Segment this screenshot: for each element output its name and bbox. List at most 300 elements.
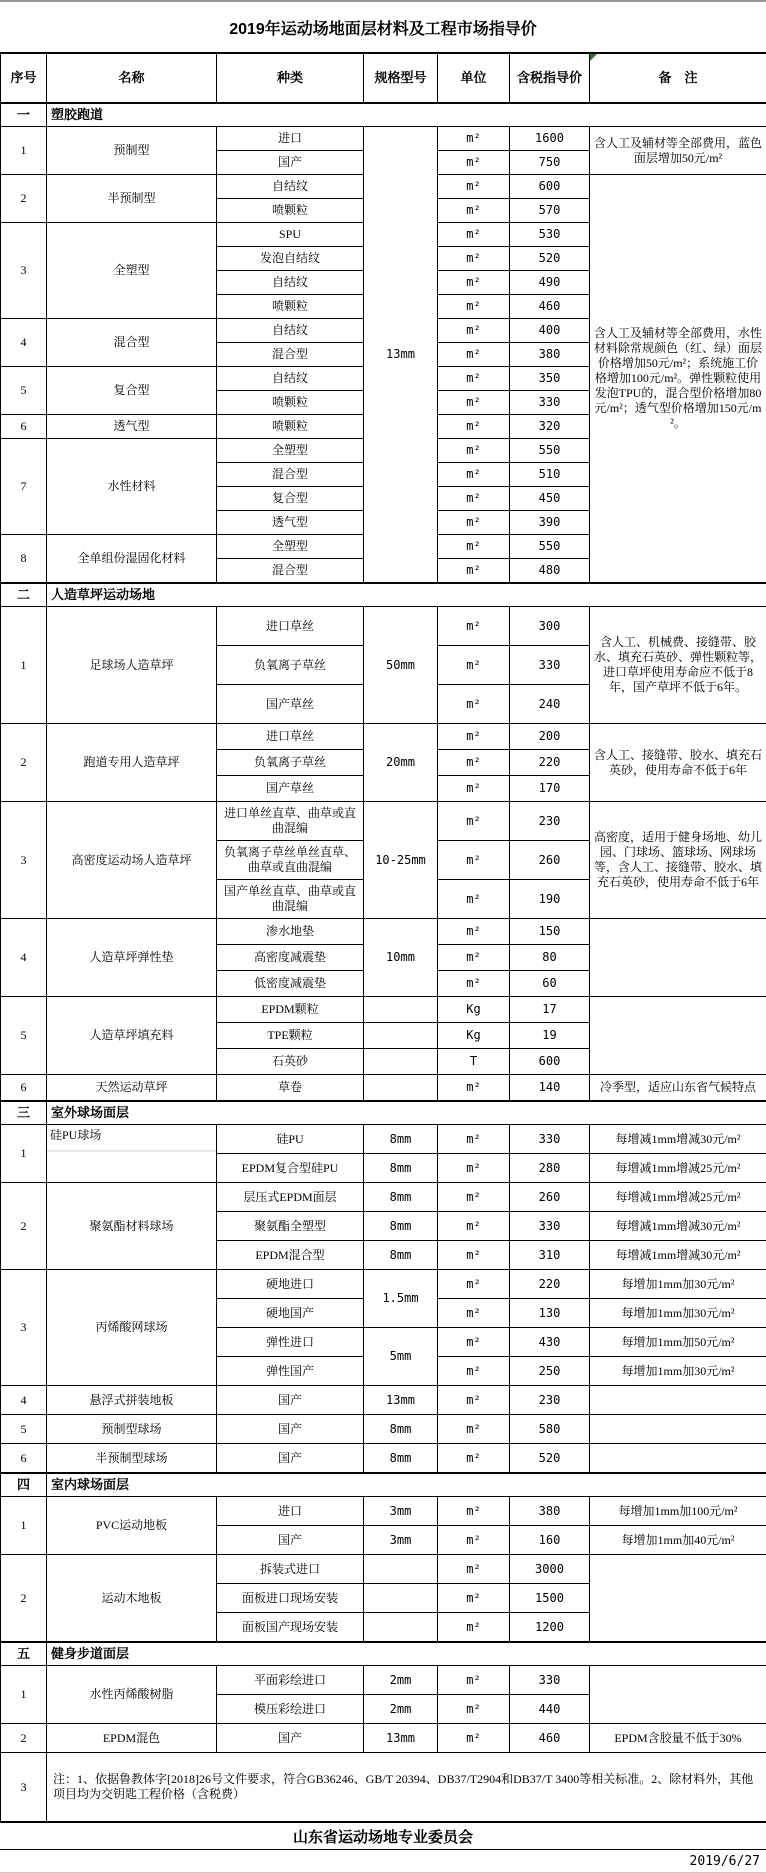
cell-spec: 13mm (364, 1724, 438, 1753)
cell-type: 发泡自结纹 (217, 247, 364, 271)
cell-spec: 5mm (364, 1328, 438, 1386)
cell-unit: m² (438, 685, 510, 724)
cell-name: 半预制型 (47, 175, 217, 223)
cell-price: 160 (510, 1526, 590, 1555)
cell-remark: 每增加1mm加100元/m² (590, 1497, 766, 1526)
table-row (1, 1444, 766, 1474)
cell-unit: m² (438, 1526, 510, 1555)
cell-price: 260 (510, 841, 590, 880)
cell-serial: 1 (1, 1666, 47, 1724)
cell-serial: 8 (1, 535, 47, 584)
table-row (1, 1415, 766, 1444)
cell-type: 混合型 (217, 559, 364, 584)
header-cell-name: 名称 (47, 53, 217, 103)
cell-remark (590, 1444, 766, 1474)
cell-serial: 6 (1, 1444, 47, 1474)
cell-price: 330 (510, 1666, 590, 1695)
cell-unit: m² (438, 1357, 510, 1386)
cell-type: 透气型 (217, 511, 364, 535)
cell-unit: m² (438, 1212, 510, 1241)
cell-remark: 含人工及辅材等全部费用，蓝色面层增加50元/m² (590, 127, 766, 175)
cell-type: 渗水地垫 (217, 919, 364, 945)
cell-serial: 4 (1, 319, 47, 367)
section-number: 五 (1, 1642, 47, 1666)
cell-spec: 10mm (364, 919, 438, 997)
cell-unit: m² (438, 463, 510, 487)
table-row (1, 724, 766, 750)
cell-type: 混合型 (217, 343, 364, 367)
cell-price: 230 (510, 1386, 590, 1415)
cell-price: 17 (510, 997, 590, 1023)
cell-unit: m² (438, 127, 510, 151)
cell-price: 440 (510, 1695, 590, 1724)
page-title: 2019年运动场地面层材料及工程市场指导价 (0, 2, 766, 52)
cell-unit: m² (438, 151, 510, 175)
cell-unit: m² (438, 1444, 510, 1474)
cell-type: 硅PU (217, 1125, 364, 1154)
cell-unit: m² (438, 724, 510, 750)
cell-spec: 20mm (364, 724, 438, 802)
cell-price: 430 (510, 1328, 590, 1357)
cell-type: 自结纹 (217, 271, 364, 295)
cell-name: 悬浮式拼装地板 (47, 1386, 217, 1415)
cell-unit: m² (438, 223, 510, 247)
cell-serial: 1 (1, 607, 47, 724)
cell-price: 570 (510, 199, 590, 223)
cell-price: 300 (510, 607, 590, 646)
cell-unit: m² (438, 535, 510, 559)
cell-price: 330 (510, 1212, 590, 1241)
cell-type: 进口草丝 (217, 724, 364, 750)
cell-unit: m² (438, 841, 510, 880)
cell-spec (364, 1613, 438, 1643)
header-cell-unit: 单位 (438, 53, 510, 103)
cell-unit: m² (438, 391, 510, 415)
cell-remark (590, 997, 766, 1075)
cell-price: 230 (510, 802, 590, 841)
cell-type: 复合型 (217, 487, 364, 511)
section-number: 三 (1, 1101, 47, 1125)
cell-spec (364, 997, 438, 1023)
table-row (1, 1270, 766, 1299)
cell-name: 跑道专用人造草坪 (47, 724, 217, 802)
table-row (1, 1724, 766, 1753)
cell-price: 140 (510, 1075, 590, 1102)
cell-remark: 每增减1mm增减25元/m² (590, 1183, 766, 1212)
cell-type: 模压彩绘进口 (217, 1695, 364, 1724)
cell-spec (364, 1049, 438, 1075)
cell-unit: m² (438, 1386, 510, 1415)
cell-type: 国产 (217, 1526, 364, 1555)
table-row (1, 802, 766, 841)
cell-type: 全塑型 (217, 439, 364, 463)
cell-name: 半预制型球场 (47, 1444, 217, 1474)
cell-type: EPDM混合型 (217, 1241, 364, 1270)
cell-type: 硬地进口 (217, 1270, 364, 1299)
cell-type: 负氧离子草丝 (217, 750, 364, 776)
cell-remark (590, 919, 766, 997)
cell-serial: 6 (1, 415, 47, 439)
table-row (1, 1075, 766, 1102)
cell-serial: 2 (1, 1724, 47, 1753)
cell-type: 喷颗粒 (217, 415, 364, 439)
cell-unit: m² (438, 1584, 510, 1613)
cell-unit: m² (438, 271, 510, 295)
section-bar (1, 103, 766, 127)
cell-serial: 2 (1, 1555, 47, 1643)
cell-name: 人造草坪填充料 (47, 997, 217, 1075)
cell-price: 490 (510, 271, 590, 295)
cell-type: 面板进口现场安装 (217, 1584, 364, 1613)
cell-spec: 2mm (364, 1666, 438, 1695)
cell-price: 220 (510, 750, 590, 776)
cell-serial: 7 (1, 439, 47, 535)
cell-type: 进口 (217, 127, 364, 151)
cell-type: 自结纹 (217, 367, 364, 391)
cell-remark: 每增减1mm增减30元/m² (590, 1241, 766, 1270)
cell-type: 国产草丝 (217, 776, 364, 802)
cell-name: 高密度运动场人造草坪 (47, 802, 217, 919)
cell-remark: 每增加1mm加30元/m² (590, 1299, 766, 1328)
cell-type: 聚氨酯全塑型 (217, 1212, 364, 1241)
cell-spec (364, 1584, 438, 1613)
cell-spec (364, 1075, 438, 1102)
cell-type: 拆装式进口 (217, 1555, 364, 1584)
cell-unit: m² (438, 776, 510, 802)
cell-type: 自结纹 (217, 319, 364, 343)
cell-serial: 2 (1, 175, 47, 223)
cell-price: 150 (510, 919, 590, 945)
table-row (1, 1555, 766, 1584)
cell-type: 国产 (217, 1386, 364, 1415)
cell-name: 全单组份湿固化材料 (47, 535, 217, 584)
cell-type: 平面彩绘进口 (217, 1666, 364, 1695)
cell-serial: 6 (1, 1075, 47, 1102)
cell-price: 550 (510, 535, 590, 559)
cell-price: 19 (510, 1023, 590, 1049)
cell-name: EPDM混色 (47, 1724, 217, 1753)
cell-type: 国产 (217, 151, 364, 175)
cell-unit: m² (438, 1555, 510, 1584)
cell-unit: m² (438, 415, 510, 439)
cell-price: 200 (510, 724, 590, 750)
cell-price: 250 (510, 1357, 590, 1386)
header-row (1, 53, 766, 103)
table-row (1, 1666, 766, 1695)
cell-name: 硅PU球场 (47, 1125, 217, 1183)
cell-serial: 3 (1, 802, 47, 919)
cell-spec: 8mm (364, 1154, 438, 1183)
green-corner-flag-icon (590, 54, 597, 61)
cell-unit: m² (438, 511, 510, 535)
cell-price: 80 (510, 945, 590, 971)
cell-unit: m² (438, 1328, 510, 1357)
cell-unit: m² (438, 367, 510, 391)
cell-price: 1200 (510, 1613, 590, 1643)
cell-name: 聚氨酯材料球场 (47, 1183, 217, 1270)
cell-unit: m² (438, 439, 510, 463)
cell-type: 喷颗粒 (217, 391, 364, 415)
cell-type: TPE颗粒 (217, 1023, 364, 1049)
cell-remark (590, 1666, 766, 1724)
cell-spec: 1.5mm (364, 1270, 438, 1328)
cell-unit: m² (438, 199, 510, 223)
cell-price: 390 (510, 511, 590, 535)
cell-spec: 8mm (364, 1125, 438, 1154)
cell-spec: 50mm (364, 607, 438, 724)
cell-spec: 8mm (364, 1212, 438, 1241)
cell-type: 国产单丝直草、曲草或直曲混编 (217, 880, 364, 919)
cell-type: 石英砂 (217, 1049, 364, 1075)
cell-price: 310 (510, 1241, 590, 1270)
cell-type: 进口 (217, 1497, 364, 1526)
cell-type: 低密度减震垫 (217, 971, 364, 997)
cell-unit: m² (438, 646, 510, 685)
section-number: 二 (1, 583, 47, 607)
cell-serial: 3 (1, 1270, 47, 1386)
cell-unit: m² (438, 247, 510, 271)
cell-serial: 5 (1, 997, 47, 1075)
section-bar (1, 1101, 766, 1125)
cell-spec: 8mm (364, 1444, 438, 1474)
cell-serial: 1 (1, 1497, 47, 1555)
cell-price: 3000 (510, 1555, 590, 1584)
cell-unit: m² (438, 1270, 510, 1299)
cell-name: 人造草坪弹性垫 (47, 919, 217, 997)
cell-spec: 3mm (364, 1497, 438, 1526)
cell-unit: m² (438, 607, 510, 646)
cell-remark: 每增加1mm加40元/m² (590, 1526, 766, 1555)
cell-price: 460 (510, 295, 590, 319)
cell-name: PVC运动地板 (47, 1497, 217, 1555)
table-row (1, 1497, 766, 1526)
cell-price: 130 (510, 1299, 590, 1328)
cell-remark: 含人工及辅材等全部费用，水性材料除常规颜色（红、绿）面层价格增加50元/m²；系统施工价格增加100元/m²。弹性颗粒使用发泡TPU的，混合型价格增加80元/m²；透气型价格增加150元/m²。 (590, 175, 766, 584)
cell-type: EPDM复合型硅PU (217, 1154, 364, 1183)
cell-unit: m² (438, 750, 510, 776)
cell-price: 520 (510, 247, 590, 271)
cell-unit: m² (438, 971, 510, 997)
cell-remark: 每增减1mm增减25元/m² (590, 1154, 766, 1183)
cell-name: 透气型 (47, 415, 217, 439)
cell-price: 350 (510, 367, 590, 391)
cell-type: 负氧离子草丝单丝直草、曲草或直曲混编 (217, 841, 364, 880)
cell-serial: 1 (1, 1125, 47, 1183)
cell-remark: 每增加1mm加30元/m² (590, 1270, 766, 1299)
section-number: 一 (1, 103, 47, 127)
cell-type: EPDM颗粒 (217, 997, 364, 1023)
cell-name: 水性材料 (47, 439, 217, 535)
cell-price: 480 (510, 559, 590, 584)
cell-spec: 8mm (364, 1415, 438, 1444)
table-row (1, 1125, 766, 1154)
cell-type: 国产草丝 (217, 685, 364, 724)
cell-remark (590, 1555, 766, 1643)
cell-remark (590, 1415, 766, 1444)
cell-price: 280 (510, 1154, 590, 1183)
cell-name: 全塑型 (47, 223, 217, 319)
cell-price: 60 (510, 971, 590, 997)
price-table (0, 52, 766, 1823)
note-row (1, 1753, 766, 1823)
cell-serial: 4 (1, 1386, 47, 1415)
cell-unit: m² (438, 175, 510, 199)
cell-type: 国产 (217, 1724, 364, 1753)
cell-unit: m² (438, 1497, 510, 1526)
cell-type: 混合型 (217, 463, 364, 487)
cell-unit: Kg (438, 997, 510, 1023)
cell-unit: m² (438, 1724, 510, 1753)
cell-price: 330 (510, 1125, 590, 1154)
cell-unit: m² (438, 945, 510, 971)
cell-name: 混合型 (47, 319, 217, 367)
note-serial: 3 (1, 1753, 47, 1823)
cell-serial: 2 (1, 724, 47, 802)
cell-name: 复合型 (47, 367, 217, 415)
cell-name: 预制型 (47, 127, 217, 175)
cell-type: 喷颗粒 (217, 295, 364, 319)
cell-remark: 每增减1mm增减30元/m² (590, 1125, 766, 1154)
cell-remark: 每增减1mm增减30元/m² (590, 1212, 766, 1241)
section-title: 健身步道面层 (47, 1642, 766, 1666)
header-cell-price: 含税指导价 (510, 53, 590, 103)
footer-committee: 山东省运动场地专业委员会 (0, 1823, 766, 1850)
header-cell-serial: 序号 (1, 53, 47, 103)
table-row (1, 997, 766, 1023)
cell-remark: 每增加1mm加50元/m² (590, 1328, 766, 1357)
cell-type: 弹性国产 (217, 1357, 364, 1386)
cell-price: 320 (510, 415, 590, 439)
cell-unit: m² (438, 295, 510, 319)
cell-price: 520 (510, 1444, 590, 1474)
cell-type: SPU (217, 223, 364, 247)
cell-remark: 含人工、接缝带、胶水、填充石英砂，使用寿命不低于6年 (590, 724, 766, 802)
cell-remark: 每增加1mm加30元/m² (590, 1357, 766, 1386)
cell-type: 喷颗粒 (217, 199, 364, 223)
cell-price: 450 (510, 487, 590, 511)
cell-price: 530 (510, 223, 590, 247)
cell-name: 天然运动草坪 (47, 1075, 217, 1102)
cell-unit: T (438, 1049, 510, 1075)
cell-unit: m² (438, 802, 510, 841)
cell-serial: 5 (1, 1415, 47, 1444)
cell-unit: m² (438, 343, 510, 367)
cell-name: 丙烯酸网球场 (47, 1270, 217, 1386)
table-row (1, 1183, 766, 1212)
cell-price: 330 (510, 391, 590, 415)
cell-unit: m² (438, 319, 510, 343)
cell-type: 负氧离子草丝 (217, 646, 364, 685)
cell-serial: 3 (1, 223, 47, 319)
cell-unit: m² (438, 559, 510, 584)
cell-remark: 含人工、机械费、接缝带、胶水、填充石英砂、弹性颗粒等，进口草坪使用寿命应不低于8年，国产草坪不低于6年。 (590, 607, 766, 724)
cell-price: 600 (510, 175, 590, 199)
section-title: 人造草坪运动场地 (47, 583, 766, 607)
cell-type: 草卷 (217, 1075, 364, 1102)
cell-unit: m² (438, 1695, 510, 1724)
cell-type: 面板国产现场安装 (217, 1613, 364, 1643)
cell-serial: 4 (1, 919, 47, 997)
cell-unit: Kg (438, 1023, 510, 1049)
cell-type: 自结纹 (217, 175, 364, 199)
cell-unit: m² (438, 1299, 510, 1328)
cell-price: 460 (510, 1724, 590, 1753)
cell-price: 240 (510, 685, 590, 724)
cell-price: 550 (510, 439, 590, 463)
cell-unit: m² (438, 1183, 510, 1212)
cell-remark: EPDM含胶量不低于30% (590, 1724, 766, 1753)
cell-price: 1500 (510, 1584, 590, 1613)
section-title: 塑胶跑道 (47, 103, 766, 127)
cell-spec: 8mm (364, 1241, 438, 1270)
cell-unit: m² (438, 1613, 510, 1643)
cell-unit: m² (438, 1415, 510, 1444)
cell-unit: m² (438, 1154, 510, 1183)
section-title: 室外球场面层 (47, 1101, 766, 1125)
cell-price: 380 (510, 343, 590, 367)
cell-name: 预制型球场 (47, 1415, 217, 1444)
cell-spec (364, 1555, 438, 1584)
cell-price: 220 (510, 1270, 590, 1299)
cell-price: 330 (510, 646, 590, 685)
section-title: 室内球场面层 (47, 1473, 766, 1497)
cell-type: 全塑型 (217, 535, 364, 559)
cell-price: 1600 (510, 127, 590, 151)
cell-spec: 10-25mm (364, 802, 438, 919)
note-text: 注：1、依据鲁教体字[2018]26号文件要求，符合GB36246、GB/T 20394、DB37/T2904和DB37/T 3400等相关标准。2、除材料外，其他项目均为交钥匙工程价格（含税费） (47, 1753, 766, 1823)
cell-type: 层压式EPDM面层 (217, 1183, 364, 1212)
cell-unit: m² (438, 1125, 510, 1154)
section-bar (1, 1473, 766, 1497)
cell-spec: 8mm (364, 1183, 438, 1212)
cell-name: 足球场人造草坪 (47, 607, 217, 724)
table-row (1, 919, 766, 945)
cell-price: 750 (510, 151, 590, 175)
cell-unit: m² (438, 1666, 510, 1695)
section-number: 四 (1, 1473, 47, 1497)
cell-serial: 1 (1, 127, 47, 175)
section-bar (1, 583, 766, 607)
cell-spec (364, 1023, 438, 1049)
cell-name: 水性丙烯酸树脂 (47, 1666, 217, 1724)
cell-type: 高密度减震垫 (217, 945, 364, 971)
cell-type: 国产 (217, 1444, 364, 1474)
cell-unit: m² (438, 487, 510, 511)
cell-type: 硬地国产 (217, 1299, 364, 1328)
date-line (0, 1850, 766, 1873)
cell-spec: 2mm (364, 1695, 438, 1724)
cell-remark: 高密度，适用于健身场地、幼儿园、门球场、篮球场、网球场等，含人工、接缝带、胶水、填充石英砂，使用寿命不低于6年 (590, 802, 766, 919)
date-stamp: 2019/6/27 (690, 1854, 760, 1869)
table-row (1, 607, 766, 646)
cell-price: 260 (510, 1183, 590, 1212)
header-cell-type: 种类 (217, 53, 364, 103)
cell-price: 580 (510, 1415, 590, 1444)
cell-price: 400 (510, 319, 590, 343)
cell-spec: 3mm (364, 1526, 438, 1555)
table-row (1, 1386, 766, 1415)
cell-price: 600 (510, 1049, 590, 1075)
cell-type: 进口单丝直草、曲草或直曲混编 (217, 802, 364, 841)
header-cell-remark: 备 注 (590, 53, 766, 103)
cell-unit: m² (438, 880, 510, 919)
table-row (1, 127, 766, 151)
cell-serial: 2 (1, 1183, 47, 1270)
price-table-body (1, 103, 766, 1822)
cell-price: 190 (510, 880, 590, 919)
section-bar (1, 1642, 766, 1666)
cell-price: 510 (510, 463, 590, 487)
